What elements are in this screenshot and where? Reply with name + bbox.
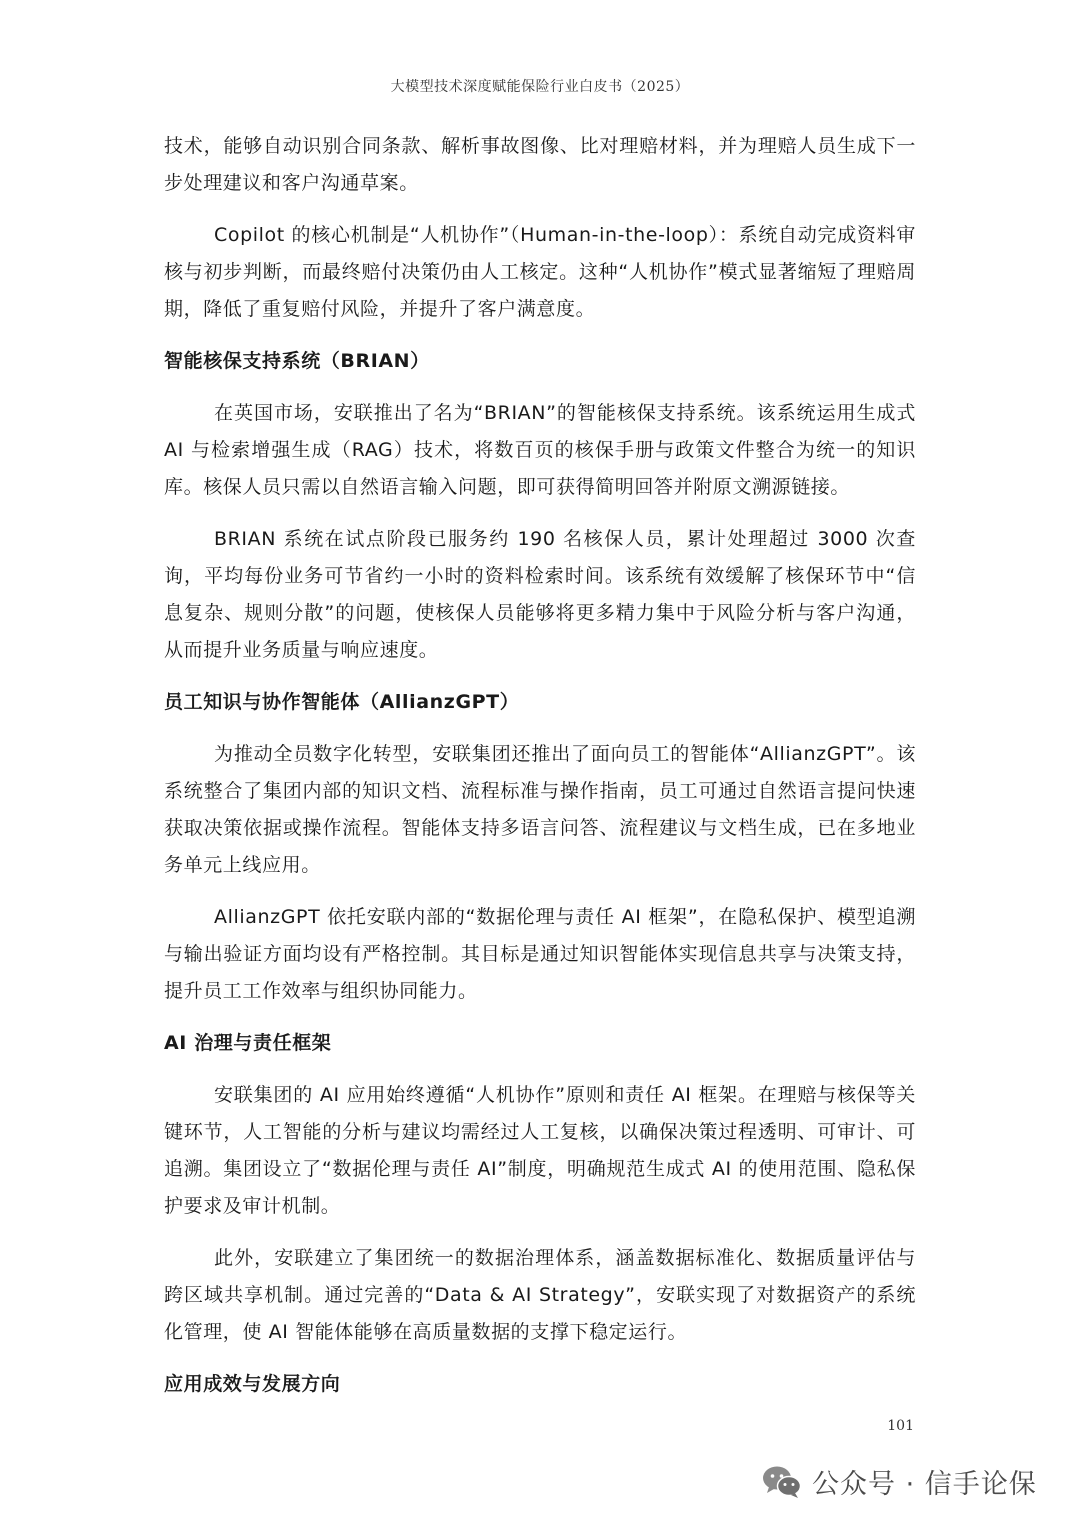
paragraph-copilot-mechanism: Copilot 的核心机制是“人机协作”（Human-in-the-loop）：系统自动完成资料审核与初步判断，而最终赔付决策仍由人工核定。这种“人机协作”模式显著缩短了理赔周期，降低了重复赔付风险，并提升了客户满意度。	[164, 224, 916, 320]
paragraph-brian-results: BRIAN 系统在试点阶段已服务约 190 名核保人员，累计处理超过 3000 次查询，平均每份业务可节省约一小时的资料检索时间。该系统有效缓解了核保环节中“信息复杂、规则分散”的问题，使核保人员能够将更多精力集中于风险分析与客户沟通，从而提升业务质量与响应速度。	[164, 528, 916, 661]
watermark-text: 公众号 · 信手论保	[812, 1469, 1037, 1500]
watermark	[762, 1462, 1037, 1501]
paragraph-governance-principles: 安联集团的 AI 应用始终遵循“人机协作”原则和责任 AI 框架。在理赔与核保等关键环节，人工智能的分析与建议均需经过人工复核，以确保决策过程透明、可审计、可追溯。集团设立了“数据伦理与责任 AI”制度，明确规范生成式 AI 的使用范围、隐私保护要求及审计机制。	[164, 1084, 916, 1217]
heading-brian: 智能核保支持系统（BRIAN）	[164, 350, 430, 372]
heading-outcomes: 应用成效与发展方向	[164, 1373, 341, 1395]
paragraph-allianzgpt-intro: 为推动全员数字化转型，安联集团还推出了面向员工的智能体“AllianzGPT”。该系统整合了集团内部的知识文档、流程标准与操作指南，员工可通过自然语言提问快速获取决策依据或操作流程。智能体支持多语言问答、流程建议与文档生成，已在多地业务单元上线应用。	[164, 743, 916, 876]
wechat-icon	[762, 1465, 802, 1499]
paragraph-brian-intro: 在英国市场，安联推出了名为“BRIAN”的智能核保支持系统。该系统运用生成式 AI 与检索增强生成（RAG）技术，将数百页的核保手册与政策文件整合为统一的知识库。核保人员只需以自然语言输入问题，即可获得简明回答并附原文溯源链接。	[164, 402, 916, 498]
paragraph-data-governance: 此外，安联建立了集团统一的数据治理体系，涵盖数据标准化、数据质量评估与跨区域共享机制。通过完善的“Data & AI Strategy”，安联实现了对数据资产的系统化管理，使 AI 智能体能够在高质量数据的支撑下稳定运行。	[164, 1247, 916, 1343]
paragraph-continuation: 技术，能够自动识别合同条款、解析事故图像、比对理赔材料，并为理赔人员生成下一步处理建议和客户沟通草案。	[164, 135, 916, 194]
page-header-title: 大模型技术深度赋能保险行业白皮书（2025）	[390, 79, 690, 95]
paragraph-allianzgpt-framework: AllianzGPT 依托安联内部的“数据伦理与责任 AI 框架”，在隐私保护、模型追溯与输出验证方面均设有严格控制。其目标是通过知识智能体实现信息共享与决策支持，提升员工工作效率与组织协同能力。	[164, 906, 916, 1002]
page-number: 101	[887, 1418, 914, 1434]
document-body	[164, 128, 916, 1418]
heading-ai-governance: AI 治理与责任框架	[164, 1032, 332, 1054]
heading-allianzgpt: 员工知识与协作智能体（AllianzGPT）	[164, 691, 520, 713]
